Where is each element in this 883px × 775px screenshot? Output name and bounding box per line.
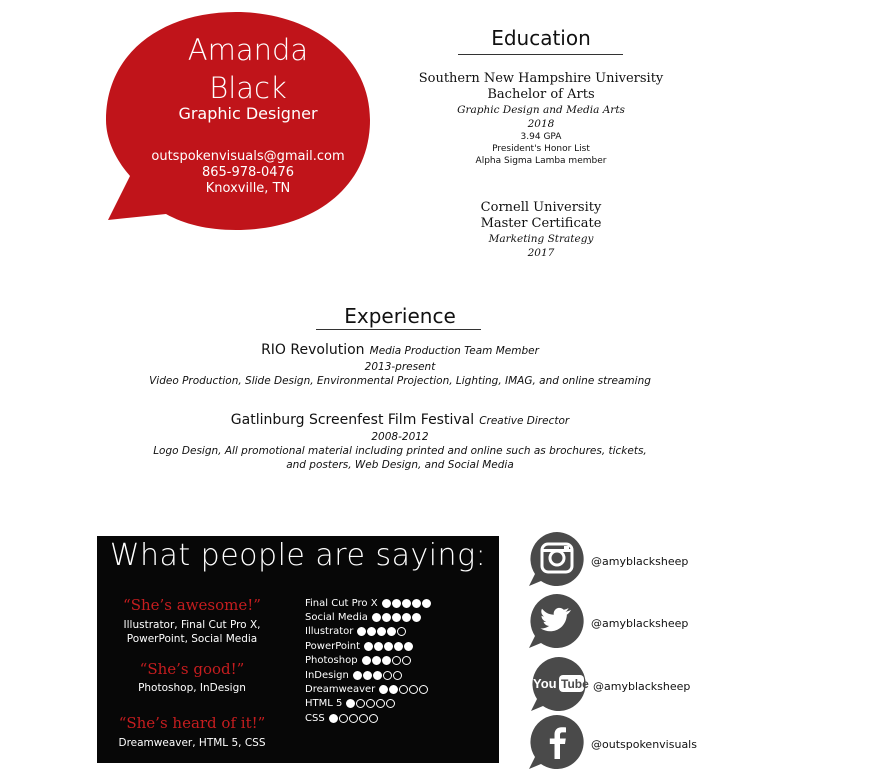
gpa: 3.94 GPA — [520, 132, 562, 142]
skill-level — [362, 656, 412, 665]
location: Knoxville, TN — [205, 181, 291, 196]
quote-skills: PowerPoint, Social Media — [126, 633, 258, 645]
education-entry — [400, 200, 682, 260]
degree: Master Certificate — [480, 216, 602, 231]
experience-entry — [100, 339, 700, 388]
year: 2017 — [527, 247, 555, 259]
rating-dot-empty — [402, 656, 411, 665]
rating-dot-filled — [412, 599, 421, 608]
description: and posters, Web Design, and Social Media — [286, 459, 514, 471]
rating-dot-filled — [394, 642, 403, 651]
skill-level — [346, 699, 396, 708]
year: 2018 — [527, 118, 555, 130]
school: Southern New Hampshire University — [418, 71, 664, 86]
testimonials-title: What people are saying: — [109, 538, 487, 573]
youtube-icon — [527, 655, 589, 717]
skill-name: CSS — [305, 712, 325, 724]
rating-dot-filled — [389, 685, 398, 694]
last-name: Black — [209, 71, 287, 105]
rating-dot-empty — [392, 656, 401, 665]
rating-dot-filled — [404, 642, 413, 651]
skill-name: Social Media — [305, 611, 368, 623]
rating-dot-filled — [422, 599, 431, 608]
skill-name: Final Cut Pro X — [305, 597, 378, 609]
skill-name: PowerPoint — [305, 640, 361, 652]
skill-level — [353, 671, 403, 680]
years: 2013-present — [364, 361, 436, 373]
skill-row — [305, 711, 379, 725]
skill-name: InDesign — [305, 669, 349, 681]
field: Graphic Design and Media Arts — [457, 104, 625, 116]
skill-row — [305, 596, 432, 610]
rating-dot-filled — [329, 714, 338, 723]
rating-dot-filled — [382, 599, 391, 608]
rating-dot-empty — [397, 627, 406, 636]
company: Gatlinburg Screenfest Film Festival — [230, 412, 475, 428]
role: Media Production Team Member — [369, 345, 539, 357]
rating-dot-filled — [346, 699, 355, 708]
svg-text:You: You — [533, 676, 557, 691]
rating-dot-filled — [364, 642, 373, 651]
school: Cornell University — [480, 200, 602, 215]
skill-name: Illustrator — [305, 626, 354, 638]
degree: Bachelor of Arts — [487, 87, 595, 102]
rating-dot-filled — [402, 599, 411, 608]
rating-dot-filled — [392, 613, 401, 622]
rating-dot-empty — [366, 699, 375, 708]
rating-dot-empty — [339, 714, 348, 723]
role: Creative Director — [479, 415, 570, 427]
rating-dot-filled — [367, 627, 376, 636]
quote-skills: Photoshop, InDesign — [138, 682, 246, 694]
facebook-handle[interactable]: @outspokenvisuals — [591, 737, 697, 751]
rating-dot-filled — [372, 613, 381, 622]
quote: “She’s awesome!” — [123, 596, 261, 614]
skill-row — [305, 639, 414, 653]
skill-level — [379, 685, 429, 694]
social-twitter[interactable] — [527, 592, 688, 654]
rating-dot-empty — [399, 685, 408, 694]
rating-dot-empty — [349, 714, 358, 723]
description: Logo Design, All promotional material including printed and online such as brochures, tickets, — [153, 445, 647, 457]
rating-dot-empty — [376, 699, 385, 708]
rating-dot-filled — [412, 613, 421, 622]
first-name: Amanda — [187, 33, 309, 67]
rating-dot-empty — [386, 699, 395, 708]
rating-dot-filled — [402, 613, 411, 622]
social-youtube[interactable] — [527, 655, 690, 717]
field: Marketing Strategy — [488, 233, 594, 245]
skill-name: Dreamweaver — [305, 683, 376, 695]
rating-dot-filled — [382, 613, 391, 622]
skill-name: Photoshop — [305, 655, 358, 667]
rating-dot-filled — [374, 642, 383, 651]
rating-dot-empty — [409, 685, 418, 694]
rating-dot-empty — [383, 671, 392, 680]
skill-level — [357, 627, 407, 636]
testimonials-panel — [97, 536, 499, 763]
rating-dot-filled — [382, 656, 391, 665]
rating-dot-filled — [357, 627, 366, 636]
education-entry — [400, 71, 682, 167]
rating-dot-empty — [419, 685, 428, 694]
skill-level — [372, 613, 422, 622]
honor: President's Honor List — [492, 144, 590, 154]
skill-row — [305, 625, 407, 639]
instagram-icon — [527, 530, 587, 592]
rating-dot-filled — [363, 671, 372, 680]
rating-dot-filled — [372, 656, 381, 665]
svg-text:Tube: Tube — [561, 677, 589, 691]
rating-dot-empty — [359, 714, 368, 723]
quote: “She’s good!” — [139, 660, 245, 678]
skill-row — [305, 682, 429, 696]
skill-level — [329, 714, 379, 723]
skill-row — [305, 654, 412, 668]
membership: Alpha Sigma Lamba member — [475, 156, 607, 166]
experience-rule — [316, 329, 481, 330]
rating-dot-empty — [393, 671, 402, 680]
rating-dot-empty — [369, 714, 378, 723]
rating-dot-filled — [362, 656, 371, 665]
experience-entry — [100, 409, 700, 472]
email[interactable]: outspokenvisuals@gmail.com — [151, 149, 345, 164]
rating-dot-filled — [392, 599, 401, 608]
rating-dot-filled — [387, 627, 396, 636]
company: RIO Revolution — [261, 342, 365, 358]
rating-dot-filled — [353, 671, 362, 680]
description: Video Production, Slide Design, Environmental Projection, Lighting, IMAG, and online streaming — [149, 375, 651, 387]
youtube-handle[interactable]: @amyblacksheep — [593, 679, 691, 693]
twitter-handle[interactable]: @amyblacksheep — [591, 616, 689, 630]
twitter-icon — [527, 592, 587, 654]
skill-row — [305, 697, 396, 711]
skill-level — [382, 599, 432, 608]
social-instagram[interactable] — [527, 530, 688, 592]
skill-row — [305, 668, 403, 682]
education-heading: Education — [491, 26, 591, 50]
rating-dot-filled — [379, 685, 388, 694]
facebook-icon — [527, 713, 587, 775]
skill-row — [305, 610, 422, 624]
rating-dot-filled — [377, 627, 386, 636]
years: 2008-2012 — [371, 431, 429, 443]
skill-name: HTML 5 — [305, 698, 343, 710]
quote-skills: Illustrator, Final Cut Pro X, — [123, 619, 261, 631]
education-rule — [458, 54, 623, 55]
experience-heading: Experience — [344, 304, 456, 328]
rating-dot-empty — [356, 699, 365, 708]
instagram-handle[interactable]: @amyblacksheep — [591, 554, 689, 568]
quote: “She’s heard of it!” — [118, 714, 266, 732]
quote-skills: Dreamweaver, HTML 5, CSS — [118, 737, 266, 749]
social-facebook[interactable] — [527, 713, 697, 775]
rating-dot-filled — [384, 642, 393, 651]
phone: 865-978-0476 — [201, 165, 295, 180]
job-title: Graphic Designer — [178, 104, 318, 123]
skill-level — [364, 642, 414, 651]
rating-dot-filled — [373, 671, 382, 680]
